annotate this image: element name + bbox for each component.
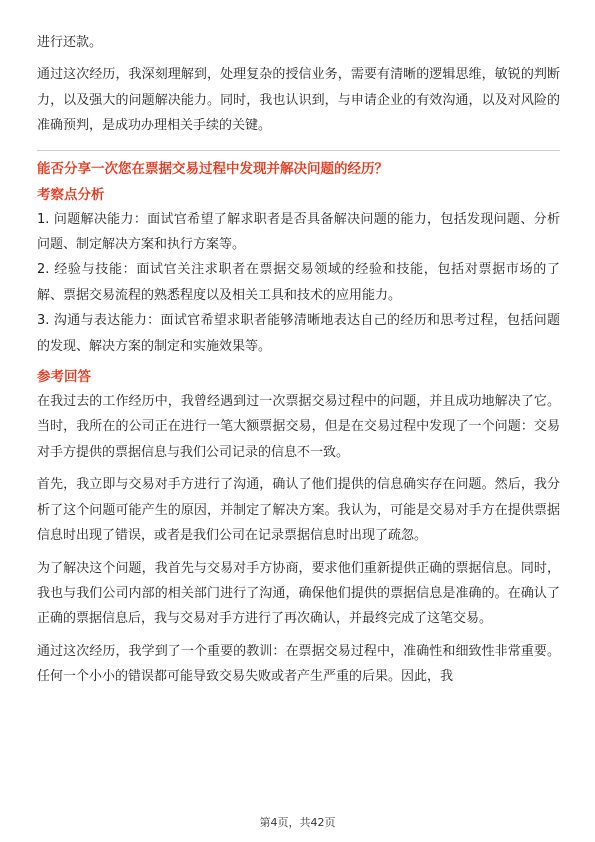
- answer-heading: 参考回答: [37, 369, 91, 386]
- analysis-item-2: 2. 经验与技能：面试官关注求职者在票据交易领域的经验和技能，包括对票据市场的了解、票据交易流程的熟悉程度以及相关工具和技术的应用能力。: [37, 262, 560, 303]
- answer-paragraph-3: 为了解决这个问题，我首先与交易对手方协商，要求他们重新提供正确的票据信息。同时，我也与我们公司内部的相关部门进行了沟通，确保他们提供的票据信息是准确的。在确认了正确的票据信息后，我与交易对手方进行了再次确认，并最终完成了这笔交易。: [37, 560, 560, 627]
- analysis-item-3: 3. 沟通与表达能力：面试官希望求职者能够清晰地表达自己的经历和思考过程，包括问题的发现、解决方案的制定和实施效果等。: [37, 313, 560, 354]
- analysis-item-1: 1. 问题解决能力：面试官希望了解求职者是否具备解决问题的能力，包括发现问题、分析问题、制定解决方案和执行方案等。: [37, 211, 560, 253]
- answer-paragraph-1: 在我过去的工作经历中，我曾经遇到过一次票据交易过程中的问题，并且成功地解决了它。当时，我所在的公司正在进行一笔大额票据交易，但是在交易过程中发现了一个问题：交易对手方提供的票据信息与我们公司记录的信息不一致。: [37, 394, 560, 460]
- intro-paragraph: 通过这次经历，我深刻理解到，处理复杂的授信业务，需要有清晰的逻辑思维，敏锐的判断力，以及强大的问题解决能力。同时，我也认识到，与申请企业的有效沟通，以及对风险的准确预判，是成功办理相关手续的关键。: [37, 67, 560, 134]
- page-footer: 第4页，共42页: [259, 816, 336, 829]
- intro-continuation: 进行还款。: [37, 35, 103, 50]
- section-divider: [37, 150, 560, 151]
- page-content: [37, 30, 560, 690]
- answer-paragraph-4: 通过这次经历，我学到了一个重要的教训：在票据交易过程中，准确性和细致性非常重要。任何一个小小的错误都可能导致交易失败或者产生严重的后果。因此，我: [37, 643, 560, 685]
- analysis-heading: 考察点分析: [37, 186, 105, 203]
- answer-paragraph-2: 首先，我立即与交易对手方进行了沟通，确认了他们提供的信息确实存在问题。然后，我分析了这个问题可能产生的原因，并制定了解决方案。我认为，可能是交易对手方在提供票据信息时出现了错误，或者是我们公司在记录票据信息时出现了疏忽。: [37, 477, 560, 544]
- question-title: 能否分享一次您在票据交易过程中发现并解决问题的经历？: [37, 160, 388, 177]
